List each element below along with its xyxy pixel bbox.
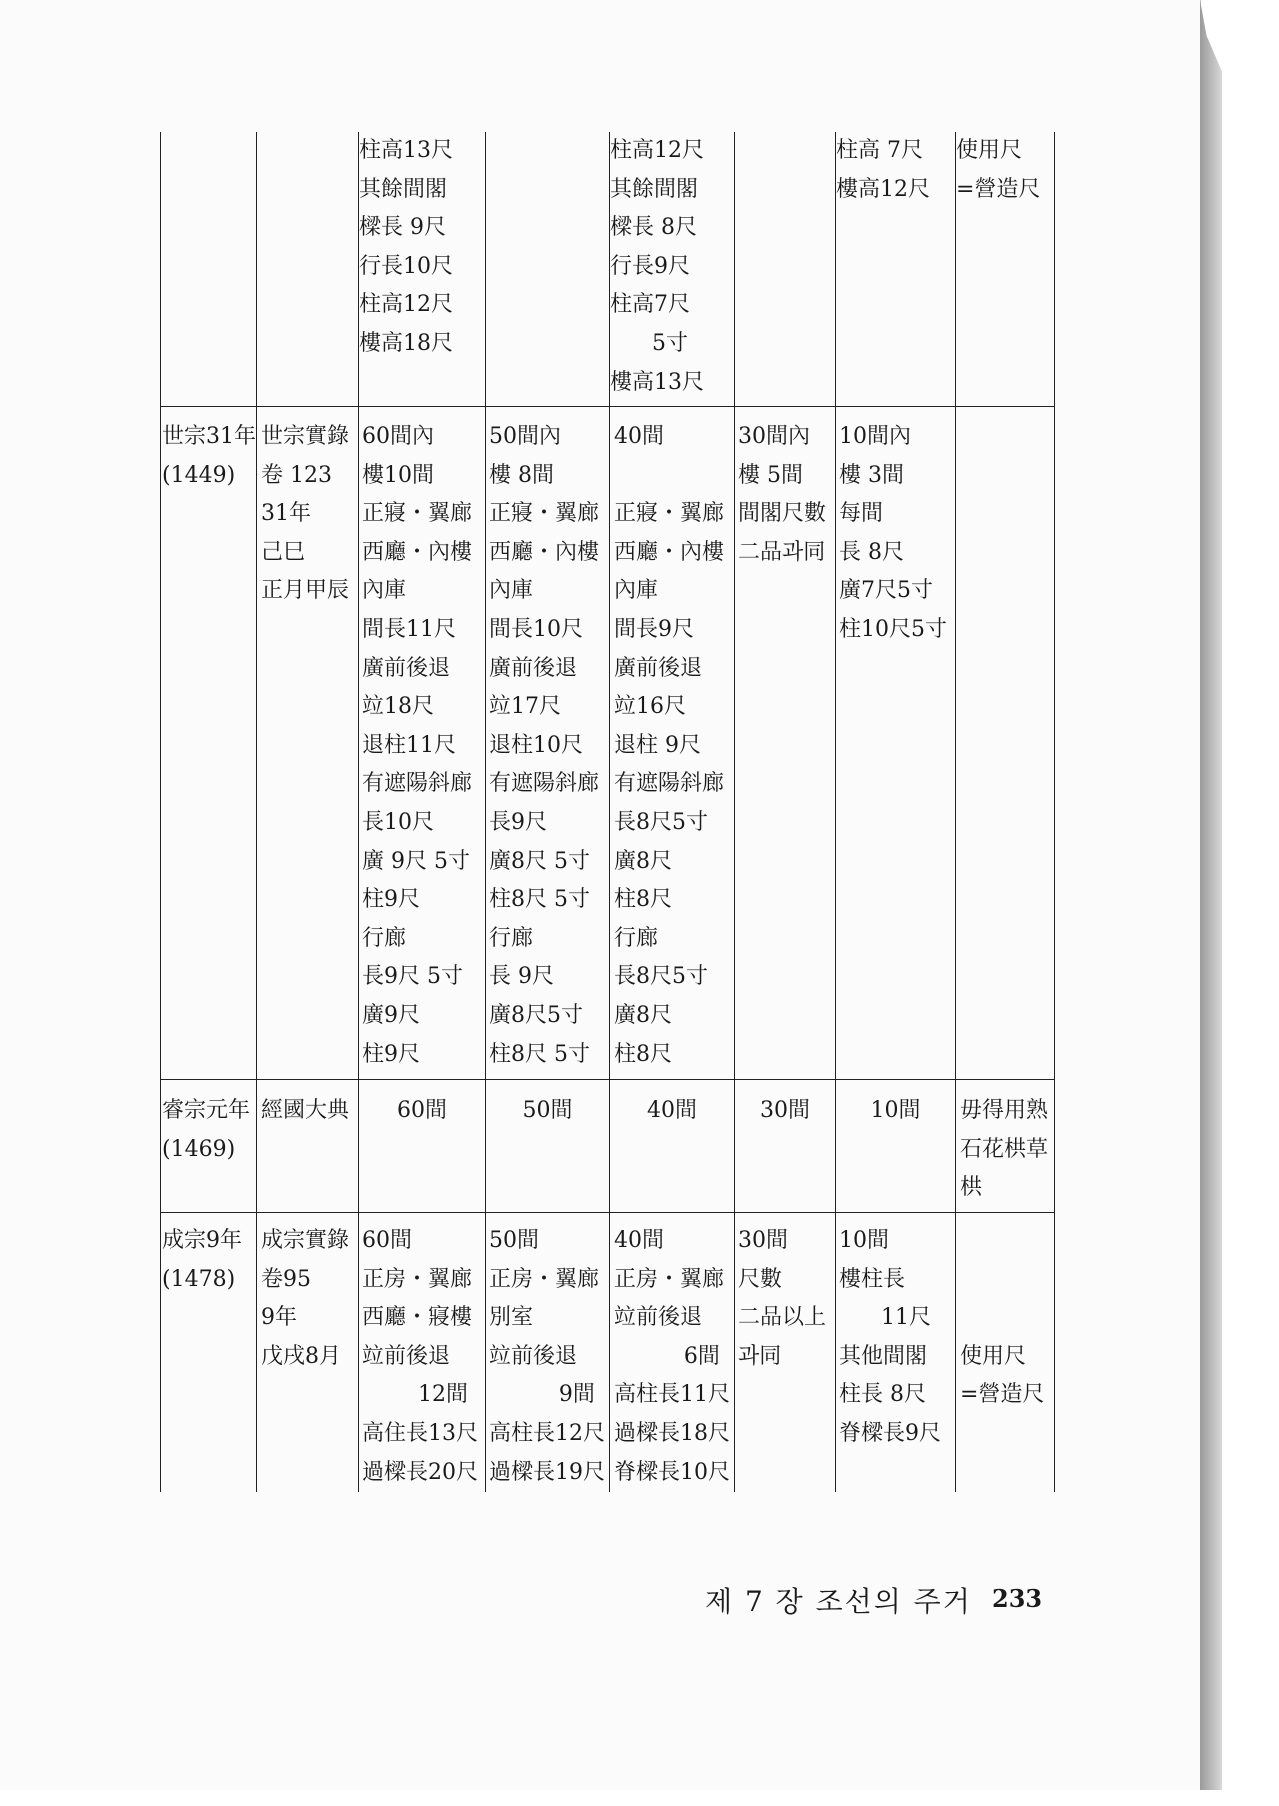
architecture-regulation-table [160,132,1055,1492]
table-rule [835,132,836,1492]
table-rule [734,132,735,1492]
table-rule [160,132,161,1492]
table-cell: 50間 正房・翼廊 別室 竝前後退 9間 高柱長12尺 過樑長19尺 [489,1228,605,1485]
table-cell: 40間 [647,1098,697,1123]
table-cell: 經國大典 [261,1098,350,1123]
chapter-running-footer: 제 7 장 조선의 주거 [705,1585,972,1618]
table-cell: 60間 [397,1098,447,1123]
table-cell: 成宗9年 (1478) [162,1228,242,1292]
table-rule [1054,132,1055,1492]
table-cell: 10間內 樓 3間 每間 長 8尺 廣7尺5寸 柱10尺5寸 [839,424,947,642]
table-cell: 40間 正房・翼廊 竝前後退 6間 高柱長11尺 過樑長18尺 脊樑長10尺 [614,1228,730,1485]
page-number: 233 [992,1584,1043,1613]
table-cell: 使用尺 =營造尺 [960,1343,1045,1408]
table-cell: 世宗31年 (1449) [162,424,256,488]
table-rule [955,132,956,1492]
table-cell: 60間 正房・翼廊 西廳・寢樓 竝前後退 12間 高住長13尺 過樑長20尺 [362,1228,478,1485]
table-cell: 30間內 樓 5間 間閣尺數 二品과同 [738,424,827,565]
table-cell: 40間 正寢・翼廊 西廳・內樓 內庫 間長9尺 廣前後退 竝16尺 退柱 9尺 有遮陽斜廊 長8尺5寸 廣8尺 柱8尺 行廊 長8尺5寸 廣8尺 柱8尺 [614,424,725,1067]
table-cell: 60間內 樓10間 正寢・翼廊 西廳・內樓 內庫 間長11尺 廣前後退 竝18尺 退柱11尺 有遮陽斜廊 長10尺 廣 9尺 5寸 柱9尺 行廊 長9尺 5寸 廣9尺 柱9尺 [362,424,473,1067]
table-cell: 柱高12尺 其餘間閣 樑長 8尺 行長9尺 柱高7尺 5寸 樓高13尺 [610,138,704,395]
table-rule [160,1212,1055,1213]
table-cell: 毋得用熟 石花栱草 栱 [960,1098,1049,1201]
page-edge-shadow [1200,0,1222,1790]
table-cell: 柱高13尺 其餘間閣 樑長 9尺 行長10尺 柱高12尺 樓高18尺 [359,138,453,356]
table-cell: 柱高 7尺 樓高12尺 [836,138,930,202]
table-cell: 30間 [760,1098,810,1123]
table-rule [256,132,257,1492]
table-cell: 50間 [522,1098,573,1123]
table-cell: 10間 [870,1098,921,1123]
table-cell: 睿宗元年 (1469) [162,1098,251,1162]
table-cell: 世宗實錄 卷 123 31年 己巳 正月甲辰 [261,424,350,604]
table-cell: 10間 樓柱長 11尺 其他間閣 柱長 8尺 脊樑長9尺 [839,1228,941,1446]
table-rule [160,406,1055,407]
table-cell: 50間內 樓 8間 正寢・翼廊 西廳・內樓 內庫 間長10尺 廣前後退 竝17尺 退柱10尺 有遮陽斜廊 長9尺 廣8尺 5寸 柱8尺 5寸 行廊 長 9尺 廣8尺5寸 柱8尺 5寸 [489,424,600,1067]
table-cell: 成宗實錄 卷95 9年 戊戌8月 [261,1228,350,1369]
table-cell: 使用尺 =營造尺 [956,138,1041,202]
table-rule [485,132,486,1492]
table-cell: 30間 尺數 二品以上 과同 [738,1228,827,1369]
table-rule [160,1079,1055,1080]
